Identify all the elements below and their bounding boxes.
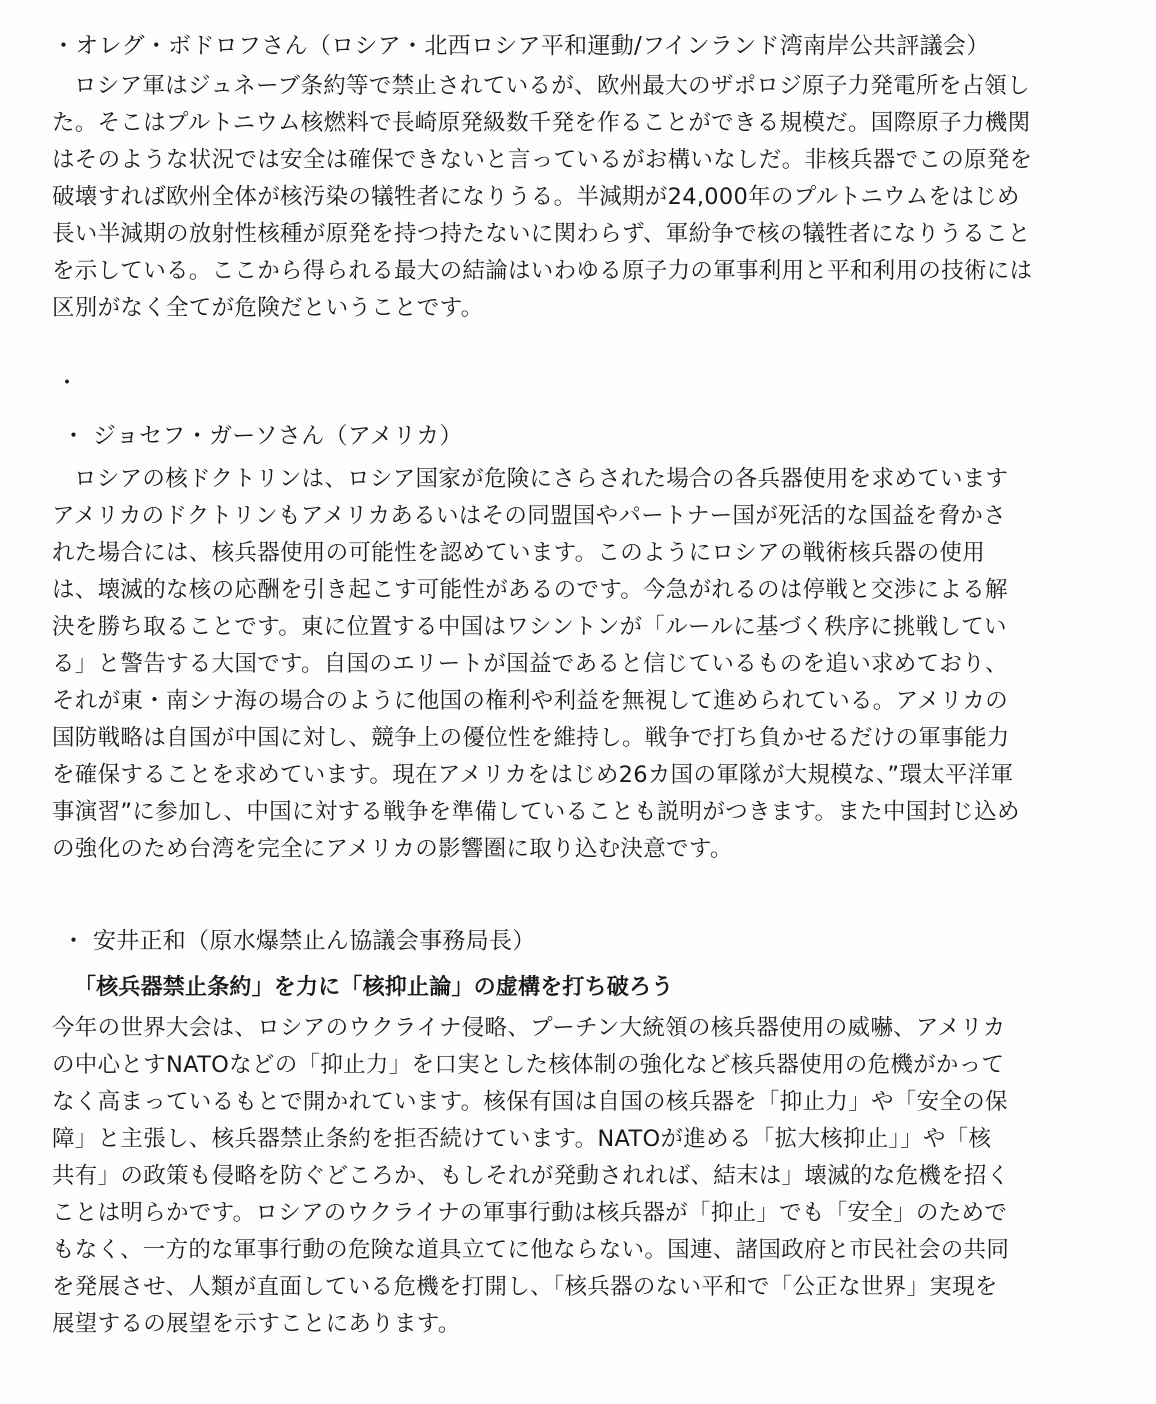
paragraph-line: 区別がなく全てが危険だということです。 (52, 295, 484, 321)
paragraph-line: を確保することを求めています。現在アメリカをはじめ26カ国の軍隊が大規模な、”環太平洋軍 (52, 762, 1014, 788)
paragraph-line: を示している。ここから得られる最大の結論はいわゆる原子力の軍事利用と平和利用の技術には (52, 258, 1033, 284)
paragraph-line: 事演習”に参加し、中国に対する戦争を準備していることも説明がつきます。また中国封じ込め (52, 799, 1020, 825)
paragraph-line: れた場合には、核兵器使用の可能性を認めています。このようにロシアの戦術核兵器の使用 (52, 540, 986, 566)
paragraph-line: 長い半減期の放射性核種が原発を持つ持たないに関わらず、軍紛争で核の犠牲者になりうること (52, 221, 1031, 247)
paragraph-line: 国防戦略は自国が中国に対し、競争上の優位性を維持し。戦争で打ち負かせるだけの軍事能力 (52, 725, 1010, 751)
section-heading: ・ 安井正和（原水爆禁止ん協議会事務局長） (62, 928, 536, 954)
paragraph-line: アメリカのドクトリンもアメリカあるいはその同盟国やパートナー国が死活的な国益を脅かさ (52, 503, 1007, 529)
paragraph-line: もなく、一方的な軍事行動の危険な道具立てに他ならない。国連、諸国政府と市民社会の共同 (52, 1237, 1010, 1263)
paragraph-line: 共有」の政策も侵略を防ぐどころか、もしそれが発動されれば、結末は」壊滅的な危機を招く (52, 1163, 1010, 1189)
paragraph-line: ロシア軍はジュネーブ条約等で禁止されているが、欧州最大のザポロジ原子力発電所を占領し (74, 73, 1031, 99)
section-heading: ・オレグ・ボドロフさん（ロシア・北西ロシア平和運動/フインランド湾南岸公共評議会） (52, 33, 990, 59)
paragraph-line: ことは明らかです。ロシアのウクライナの軍事行動は核兵器が「抑止」でも「安全」のためで (52, 1200, 1008, 1226)
paragraph-line: た。そこはプルトニウム核燃料で長崎原発級数千発を作ることができる規模だ。国際原子力機関 (52, 110, 1031, 136)
paragraph-line: を発展させ、人類が直面している危機を打開し、「核兵器のない平和で「公正な世界」実現を (52, 1274, 998, 1300)
paragraph-line: 決を勝ち取ることです。東に位置する中国はワシントンが「ルールに基づく秩序に挑戦してい (52, 614, 1007, 640)
stray-bullet: ・ (56, 371, 79, 396)
paragraph-line: 展望するの展望を示すことにあります。 (52, 1311, 461, 1337)
paragraph-line: は、壊滅的な核の応酬を引き起こす可能性があるのです。今急がれるのは停戦と交渉による解 (52, 577, 1008, 603)
paragraph-line: なく高まっているもとで開かれています。核保有国は自国の核兵器を「抑止力」や「安全の保 (52, 1089, 1008, 1115)
paragraph-line: る」と警告する大国です。自国のエリートが国益であると信じているものを追い求めており、 (52, 651, 1008, 677)
paragraph-line: 障」と主張し、核兵器禁止条約を拒否続けています。NATOが進める「拡大核抑止」」や「核 (52, 1126, 992, 1152)
paragraph-line: ロシアの核ドクトリンは、ロシア国家が危険にさらされた場合の各兵器使用を求めています (74, 466, 1009, 492)
paragraph-line: 破壊すれば欧州全体が核汚染の犠牲者になりうる。半減期が24,000年のプルトニウムをはじめ (52, 184, 1020, 210)
paragraph-line: それが東・南シナ海の場合のように他国の権利や利益を無視して進められている。アメリカの (52, 688, 1009, 714)
section-heading: ・ ジョセフ・ガーソさん（アメリカ） (62, 423, 463, 449)
paragraph-line: の中心とすNATOなどの「抑止力」を口実とした核体制の強化など核兵器使用の危機がかって (52, 1052, 1005, 1078)
paragraph-line: はそのような状況では安全は確保できないと言っているがお構いなしだ。非核兵器でこの原発を (52, 147, 1033, 173)
paragraph-line: 今年の世界大会は、ロシアのウクライナ侵略、プーチン大統領の核兵器使用の威嚇、アメリカ (52, 1015, 1006, 1041)
section-subheading: 「核兵器禁止条約」を力に「核抑止論」の虚構を打ち破ろう (74, 975, 674, 1000)
paragraph-line: の強化のため台湾を完全にアメリカの影響圏に取り込む決意です。 (52, 836, 733, 862)
